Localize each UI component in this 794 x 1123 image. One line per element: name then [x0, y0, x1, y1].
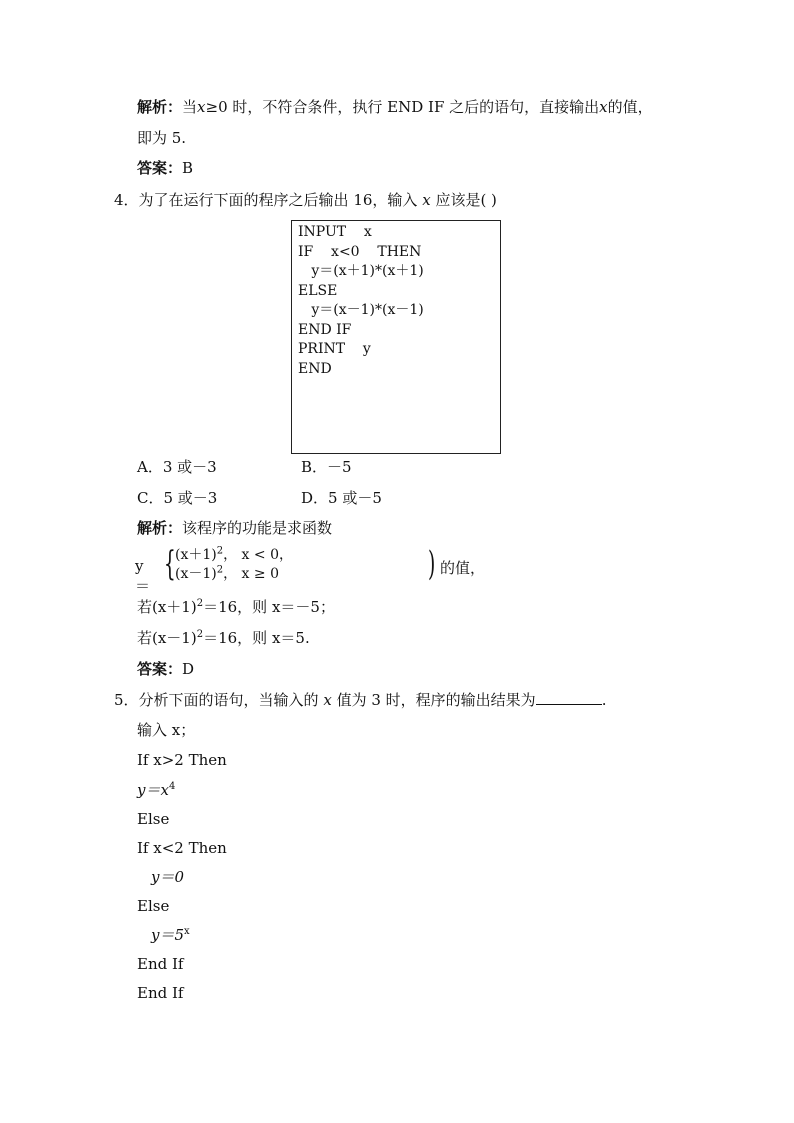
- analysis-line: [137, 628, 310, 648]
- program-box: [291, 220, 501, 454]
- analysis-text: 当: [182, 98, 198, 116]
- piecewise-row: [175, 546, 293, 565]
- row-condition: ， x ≥ 0: [223, 566, 279, 582]
- answer-value: D: [182, 660, 195, 678]
- stem-text: 为了在运行下面的程序之后输出 16，输入: [138, 191, 418, 209]
- code-line: Else: [137, 897, 170, 915]
- variable-x: x: [323, 691, 332, 709]
- equation-text: ＝16，则 x＝－5；: [203, 598, 335, 616]
- exponent: 2: [196, 598, 204, 609]
- program-line: IF x<0 THEN: [298, 243, 422, 260]
- stem-text: 值为 3 时，程序的输出结果为: [336, 691, 536, 709]
- option-d: D．5 或－5: [301, 489, 382, 507]
- code-expr: y＝5: [151, 926, 185, 944]
- analysis-line: [137, 597, 335, 617]
- code-line: End If: [137, 984, 184, 1002]
- row-exponent: 2: [216, 545, 224, 557]
- row-expr: (x＋1): [175, 547, 217, 563]
- variable-x: x: [422, 191, 431, 209]
- code-line: [151, 867, 184, 887]
- analysis-line: 即为 5.: [137, 129, 187, 147]
- equation-text: 若(x－1): [137, 629, 197, 647]
- code-line: End If: [137, 955, 184, 973]
- program-line: PRINT y: [298, 341, 371, 357]
- answer-line: [137, 158, 193, 178]
- code-expr: y＝x: [137, 781, 169, 799]
- analysis-line: [137, 97, 653, 117]
- function-lhs: y＝: [135, 557, 151, 595]
- option-c: C．5 或－3: [137, 489, 218, 507]
- row-expr: (x－1): [175, 566, 217, 582]
- piecewise-rows: [175, 546, 293, 584]
- analysis-label: 解析：: [137, 519, 183, 537]
- answer-blank: [536, 690, 602, 705]
- exponent: 4: [168, 781, 176, 792]
- code-line: Else: [137, 810, 170, 828]
- code-line: [137, 780, 175, 800]
- variable-x: x: [197, 98, 206, 116]
- exponent: x: [184, 926, 190, 937]
- equation-text: ＝16，则 x＝5.: [203, 629, 310, 647]
- right-paren: ): [427, 544, 436, 584]
- analysis-line: [137, 518, 332, 538]
- variable-x: x: [599, 98, 608, 116]
- equation-text: 若(x＋1): [137, 598, 197, 616]
- question-stem: [114, 190, 497, 210]
- analysis-text: ≥0 时，不符合条件，执行 END IF 之后的语句，直接输出: [205, 98, 600, 116]
- code-line: 输入 x；: [137, 721, 196, 739]
- piecewise-suffix: 的值，: [440, 559, 486, 577]
- left-brace: {: [163, 544, 176, 584]
- question-number: 5．: [114, 691, 139, 709]
- stem-text: .: [601, 691, 607, 709]
- code-line: If x<2 Then: [137, 839, 227, 857]
- answer-line: [137, 659, 194, 679]
- answer-value: B: [182, 159, 194, 177]
- stem-text: 分析下面的语句，当输入的: [138, 691, 319, 709]
- analysis-text: 该程序的功能是求函数: [182, 519, 333, 537]
- program-line: ELSE: [298, 282, 338, 299]
- program-line: END: [298, 360, 332, 377]
- code-expr: y＝0: [151, 868, 185, 886]
- analysis-label: 解析：: [137, 98, 183, 116]
- code-line: If x>2 Then: [137, 751, 227, 769]
- analysis-text: 的值，: [607, 98, 653, 116]
- question-number: 4．: [114, 191, 139, 209]
- code-line: [151, 925, 190, 945]
- program-line: END IF: [298, 321, 352, 338]
- question-stem: [114, 690, 606, 710]
- program-line: INPUT x: [298, 224, 372, 240]
- answer-label: 答案：: [137, 660, 183, 678]
- program-line: y＝(x－1)*(x－1): [298, 302, 424, 318]
- stem-text: 应该是( ): [435, 191, 497, 209]
- piecewise-row: [175, 565, 293, 584]
- option-a: A．3 或－3: [137, 458, 217, 476]
- program-line: y＝(x＋1)*(x＋1): [298, 263, 424, 279]
- exponent: 2: [196, 629, 204, 640]
- answer-label: 答案：: [137, 159, 183, 177]
- option-b: B．－5: [301, 458, 352, 476]
- row-condition: ， x < 0，: [223, 547, 293, 563]
- row-exponent: 2: [216, 564, 224, 576]
